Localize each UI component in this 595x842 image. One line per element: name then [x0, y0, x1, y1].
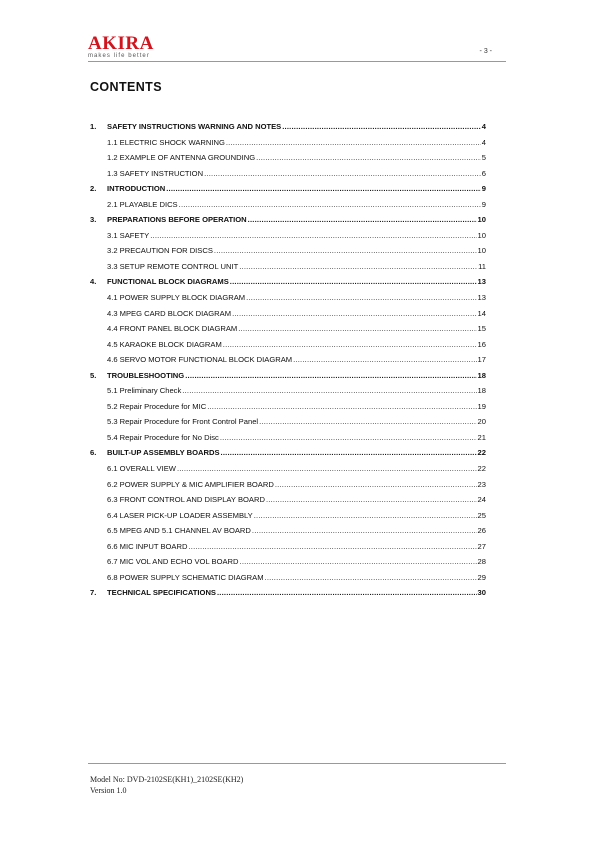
page-number: - 3 -: [479, 48, 492, 55]
toc-leader: [207, 399, 476, 415]
footer: [90, 774, 243, 796]
toc-page: 6: [481, 168, 486, 178]
toc-subsection[interactable]: [90, 306, 486, 322]
toc-page: 18: [477, 386, 486, 396]
toc-leader: [259, 414, 476, 430]
toc-number: 3.: [90, 215, 97, 225]
toc-page: 28: [477, 557, 486, 567]
toc-page: 9: [481, 199, 486, 209]
toc-label: 5.1 Preliminary Check: [107, 386, 182, 396]
toc-subsection[interactable]: [90, 197, 486, 213]
toc-leader: [179, 197, 481, 213]
toc-subsection[interactable]: [90, 337, 486, 353]
footer-model: Model No: DVD-2102SE(KH1)_2102SE(KH2): [90, 775, 244, 784]
toc-label: 6.2 POWER SUPPLY & MIC AMPLIFIER BOARD: [107, 479, 274, 489]
toc-leader: [248, 212, 477, 228]
toc-page: 26: [477, 526, 486, 536]
toc-leader: [254, 508, 477, 524]
footer-divider: [88, 763, 506, 764]
toc-subsection[interactable]: [90, 539, 486, 555]
toc-page: 5: [481, 153, 486, 163]
toc-label: BUILT-UP ASSEMBLY BOARDS: [107, 448, 220, 458]
toc-page: 4: [481, 122, 486, 131]
toc-label: FUNCTIONAL BLOCK DIAGRAMS: [107, 277, 229, 287]
toc-page: 24: [477, 495, 486, 505]
toc-label: 1.2 EXAMPLE OF ANTENNA GROUNDING: [107, 153, 256, 163]
brand-wordmark: AKIRA: [88, 33, 154, 54]
toc-subsection[interactable]: [90, 430, 486, 446]
toc-page: 29: [477, 572, 486, 582]
toc-page: 18: [477, 370, 486, 380]
toc-leader: [217, 585, 477, 601]
toc-subsection[interactable]: [90, 352, 486, 368]
table-of-contents: [90, 119, 486, 601]
toc-leader: [282, 119, 481, 135]
toc-label: 6.8 POWER SUPPLY SCHEMATIC DIAGRAM: [107, 572, 264, 582]
toc-leader: [246, 290, 476, 306]
toc-leader: [221, 445, 477, 461]
toc-subsection[interactable]: [90, 150, 486, 166]
toc-label: 6.7 MIC VOL AND ECHO VOL BOARD: [107, 557, 239, 567]
toc-number: 5.: [90, 370, 97, 380]
brand-logo: [88, 34, 154, 59]
toc-page: 16: [477, 339, 486, 349]
toc-leader: [220, 430, 477, 446]
toc-label: PREPARATIONS BEFORE OPERATION: [107, 215, 247, 225]
header-divider: [88, 61, 506, 62]
toc-page: 25: [477, 510, 486, 520]
toc-label: 4.6 SERVO MOTOR FUNCTIONAL BLOCK DIAGRAM: [107, 355, 293, 365]
toc-leader: [230, 274, 477, 290]
toc-subsection[interactable]: [90, 414, 486, 430]
toc-section[interactable]: [90, 274, 486, 290]
toc-subsection[interactable]: [90, 166, 486, 182]
toc-section[interactable]: [90, 445, 486, 461]
toc-label: 1.1 ELECTRIC SHOCK WARNING: [107, 137, 225, 147]
toc-page: 14: [477, 308, 486, 318]
toc-label: 4.1 POWER SUPPLY BLOCK DIAGRAM: [107, 293, 246, 303]
toc-label: 4.5 KARAOKE BLOCK DIAGRAM: [107, 339, 222, 349]
toc-leader: [252, 523, 477, 539]
toc-label: SAFETY INSTRUCTIONS WARNING AND NOTES: [107, 122, 282, 131]
toc-leader: [238, 321, 476, 337]
toc-leader: [188, 539, 476, 555]
toc-label: 5.4 Repair Procedure for No Disc: [107, 432, 219, 442]
toc-subsection[interactable]: [90, 477, 486, 493]
toc-section[interactable]: [90, 585, 486, 601]
toc-page: 9: [481, 184, 486, 194]
toc-leader: [265, 570, 477, 586]
toc-subsection[interactable]: [90, 570, 486, 586]
toc-page: 13: [477, 293, 486, 303]
toc-subsection[interactable]: [90, 508, 486, 524]
toc-leader: [226, 135, 481, 151]
toc-label: 4.4 FRONT PANEL BLOCK DIAGRAM: [107, 324, 238, 334]
toc-subsection[interactable]: [90, 135, 486, 151]
toc-label: 6.1 OVERALL VIEW: [107, 464, 176, 474]
toc-leader: [204, 166, 481, 182]
toc-subsection[interactable]: [90, 259, 486, 275]
toc-leader: [166, 181, 481, 197]
toc-label: 2.1 PLAYABLE DICS: [107, 199, 178, 209]
toc-page: 13: [477, 277, 486, 287]
toc-section[interactable]: [90, 212, 486, 228]
toc-page: 21: [477, 432, 486, 442]
toc-page: 19: [477, 401, 486, 411]
toc-subsection[interactable]: [90, 290, 486, 306]
toc-page: 15: [477, 324, 486, 334]
toc-section[interactable]: [90, 119, 486, 135]
toc-page: 17: [477, 355, 486, 365]
toc-leader: [293, 352, 476, 368]
toc-subsection[interactable]: [90, 554, 486, 570]
toc-page: 27: [477, 541, 486, 551]
toc-subsection[interactable]: [90, 492, 486, 508]
page-title: CONTENTS: [90, 80, 162, 94]
toc-label: 3.2 PRECAUTION FOR DISCS: [107, 246, 213, 256]
toc-label: 4.3 MPEG CARD BLOCK DIAGRAM: [107, 308, 232, 318]
toc-label: 1.3 SAFETY INSTRUCTION: [107, 168, 204, 178]
toc-leader: [266, 492, 477, 508]
toc-page: 22: [477, 448, 486, 458]
toc-subsection[interactable]: [90, 228, 486, 244]
toc-number: 2.: [90, 184, 97, 194]
toc-label: 6.3 FRONT CONTROL AND DISPLAY BOARD: [107, 495, 265, 505]
toc-leader: [223, 337, 477, 353]
toc-subsection[interactable]: [90, 243, 486, 259]
toc-number: 7.: [90, 588, 97, 598]
toc-leader: [256, 150, 481, 166]
toc-page: 10: [477, 246, 486, 256]
toc-section[interactable]: [90, 368, 486, 384]
toc-leader: [150, 228, 476, 244]
brand-tagline: makes life better: [88, 53, 150, 59]
toc-subsection[interactable]: [90, 321, 486, 337]
toc-leader: [232, 306, 476, 322]
toc-label: 6.4 LASER PICK-UP LOADER ASSEMBLY: [107, 510, 253, 520]
toc-page: 22: [477, 464, 486, 474]
toc-number: 1.: [90, 122, 97, 131]
toc-leader: [185, 368, 476, 384]
toc-label: 6.5 MPEG AND 5.1 CHANNEL AV BOARD: [107, 526, 251, 536]
toc-label: TROUBLESHOOTING: [107, 370, 185, 380]
toc-label: 3.3 SETUP REMOTE CONTROL UNIT: [107, 261, 239, 271]
toc-leader: [214, 243, 477, 259]
toc-label: 5.2 Repair Procedure for MIC: [107, 401, 207, 411]
toc-subsection[interactable]: [90, 383, 486, 399]
toc-subsection[interactable]: [90, 461, 486, 477]
toc-leader: [240, 554, 477, 570]
toc-label: 3.1 SAFETY: [107, 230, 150, 240]
toc-number: 6.: [90, 448, 97, 458]
toc-subsection[interactable]: [90, 399, 486, 415]
toc-label: TECHNICAL SPECIFICATIONS: [107, 588, 216, 598]
footer-version: Version 1.0: [90, 786, 127, 795]
toc-page: 10: [477, 230, 486, 240]
toc-page: 20: [477, 417, 486, 427]
toc-page: 10: [477, 215, 486, 225]
toc-label: 6.6 MIC INPUT BOARD: [107, 541, 188, 551]
toc-label: INTRODUCTION: [107, 184, 166, 194]
toc-leader: [239, 259, 477, 275]
toc-leader: [275, 477, 477, 493]
toc-leader: [182, 383, 476, 399]
toc-leader: [177, 461, 477, 477]
toc-page: 23: [477, 479, 486, 489]
toc-section[interactable]: [90, 181, 486, 197]
toc-page: 11: [478, 261, 486, 271]
toc-subsection[interactable]: [90, 523, 486, 539]
toc-page: 30: [477, 588, 486, 598]
toc-label: 5.3 Repair Procedure for Front Control Panel: [107, 417, 259, 427]
toc-number: 4.: [90, 277, 97, 287]
toc-page: 4: [481, 137, 486, 147]
